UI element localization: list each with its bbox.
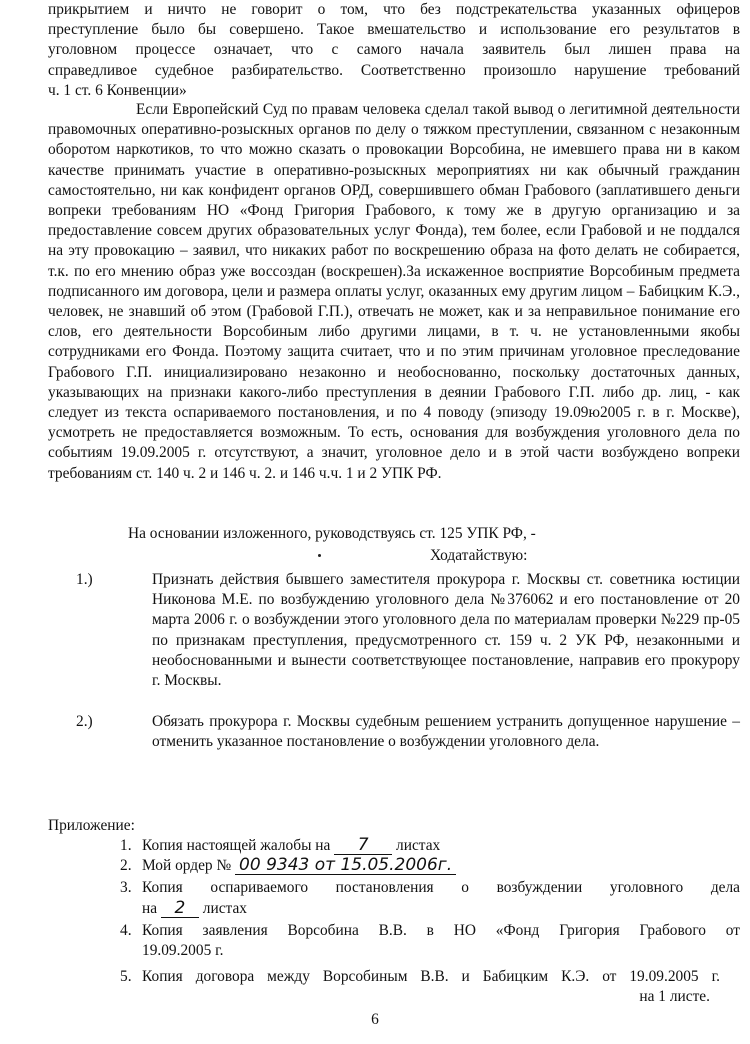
appendix-item-text: Копия настоящей жалобы на xyxy=(142,837,331,854)
main-paragraph: Если Европейский Суд по правам человека сделал такой вывод о легитимной деятельности правомочных оперативно-розыскных органов по делу о тяжком преступлении, связанном с незаконным оборотом наркотиков, то что можно сказать о провокации Ворсобина, не имевшего права ни в каком качестве принимать участие в оперативно-розыскных мероприятиях ни как обычный гражданин самостоятельно, ни как конфидент органов ОРД, совершившего обман Грабового (заплатившего деньги вопреки требованиям НО «Фонд Григория Грабового, к тому же в другую организацию и за предоставление совсем других образовательных услуг Фонда), тем более, если Грабовой и не поддался на эту провокацию – заявил, что никаких работ по воскрешению образа на фото делать не собирается, т.к. по его мнению образ уже воссоздан (воскрешен).За искаженное восприятие Ворсобиным предмета подписанного им договора, цели и размера оплаты услуг, оказанных ему другим лицом – Бабицким К.Э., человек, не знавший об этом (Грабовой Г.П.), отвечать не может, как и за неправильное понимание его слов, его деятельности Ворсобиным либо другими лицами, в т. ч. не установленными якобы сотрудниками его Фонда. Поэтому защита считает, что и по этим причинам уголовное преследование Грабового Г.П. инициализировано незаконно и необоснованно, поскольку достаточных данных, указывающих на признаки какого-либо преступления в деянии Грабового Г.П. либо др. лиц, - как следует из текста оспариваемого постановления, и по 4 поводу (эпизоду 19.09ю2005 г. в г. Москве), усмотреть не предоставляется возможным. То есть, основания для возбуждения уголовного дела по событиям 19.09.2005 г. отсутствуют, а значит, уголовное дело и в этой части возбуждено вопреки требованиям ст. 140 ч. 2 и 146 ч. 2. и 146 ч.ч. 1 и 2 УПК РФ. xyxy=(48,101,740,482)
appendix-item xyxy=(120,836,740,856)
appendix-item-number: 2. xyxy=(120,857,132,875)
text-line: преступление было бы совершено. Такое вмешательство и использование его результатов в xyxy=(48,21,740,39)
appendix-item-text: листах xyxy=(202,899,247,917)
appendix-heading: Приложение: xyxy=(48,817,135,834)
appendix-item-text: Копия оспариваемого постановления о возбуждении уголовного дела xyxy=(142,879,740,897)
appendix-item-text: 19.09.2005 г. xyxy=(142,942,224,960)
handwritten-warrant-number: 00 9343 от 15.05.2006г. xyxy=(235,856,456,875)
appendix-list xyxy=(120,836,740,1008)
appendix-item-number: 5. xyxy=(120,968,132,986)
handwritten-page-count: 7 xyxy=(334,836,392,855)
appendix-item-number: 1. xyxy=(120,837,132,854)
basis-line: На основании изложенного, руководствуясь ст. 125 УПК РФ, - xyxy=(128,525,536,542)
appendix-item xyxy=(100,967,720,1007)
appendix-item-text: Копия договора между Ворсобиным В.В. и Бабицким К.Э. от 19.09.2005 г. xyxy=(142,968,720,986)
top-quote-block xyxy=(48,0,740,101)
appendix-item xyxy=(120,878,740,918)
text-line: прикрытием и ничто не говорит о том, что без подстрекательства указанных офицеров xyxy=(48,1,740,18)
text-line: уголовном процессе означает, что с самого начала заявитель был лишен права на xyxy=(48,41,740,59)
request-text: Обязать прокурора г. Москвы судебным решением устранить допущенное нарушение – отменить указанное постановление о возбуждении уголовного дела. xyxy=(152,713,740,751)
request-number: 2.) xyxy=(76,713,93,730)
petition-heading: Ходатайствую: xyxy=(430,547,528,564)
request-number: 1.) xyxy=(76,571,93,588)
appendix-item xyxy=(120,921,740,961)
appendix-item xyxy=(120,856,740,876)
appendix-item-text: на xyxy=(142,899,158,917)
appendix-item-text: Мой ордер № xyxy=(142,857,232,875)
text-line: ч. 1 ст. 6 Конвенции» xyxy=(48,81,187,99)
request-text: Признать действия бывшего заместителя прокурора г. Москвы ст. советника юстиции Никонова М.Е. по возбуждению уголовного дела №376062 и его постановление от 20 марта 2006 г. о возбуждении этого уголовного дела по материалам проверки №229 пр-05 по признакам преступления, предусмотренного ст. 159 ч. 2 УК РФ, незаконными и необоснованными и вынести соответствующее постановление, направив его прокурору г. Москвы. xyxy=(152,571,740,690)
page-number: 6 xyxy=(371,1011,379,1028)
text-line: справедливое судебное разбирательство. Соответственно произошло нарушение требований xyxy=(48,61,740,79)
handwritten-page-count: 2 xyxy=(161,899,199,918)
appendix-item-number: 4. xyxy=(120,921,132,939)
appendix-item-text: листах xyxy=(396,837,441,854)
appendix-item-text: на 1 листе. xyxy=(639,988,710,1006)
appendix-item-text: Копия заявления Ворсобина В.В. в НО «Фонд Григория Грабового от xyxy=(142,921,740,939)
appendix-item-number: 3. xyxy=(120,879,132,897)
